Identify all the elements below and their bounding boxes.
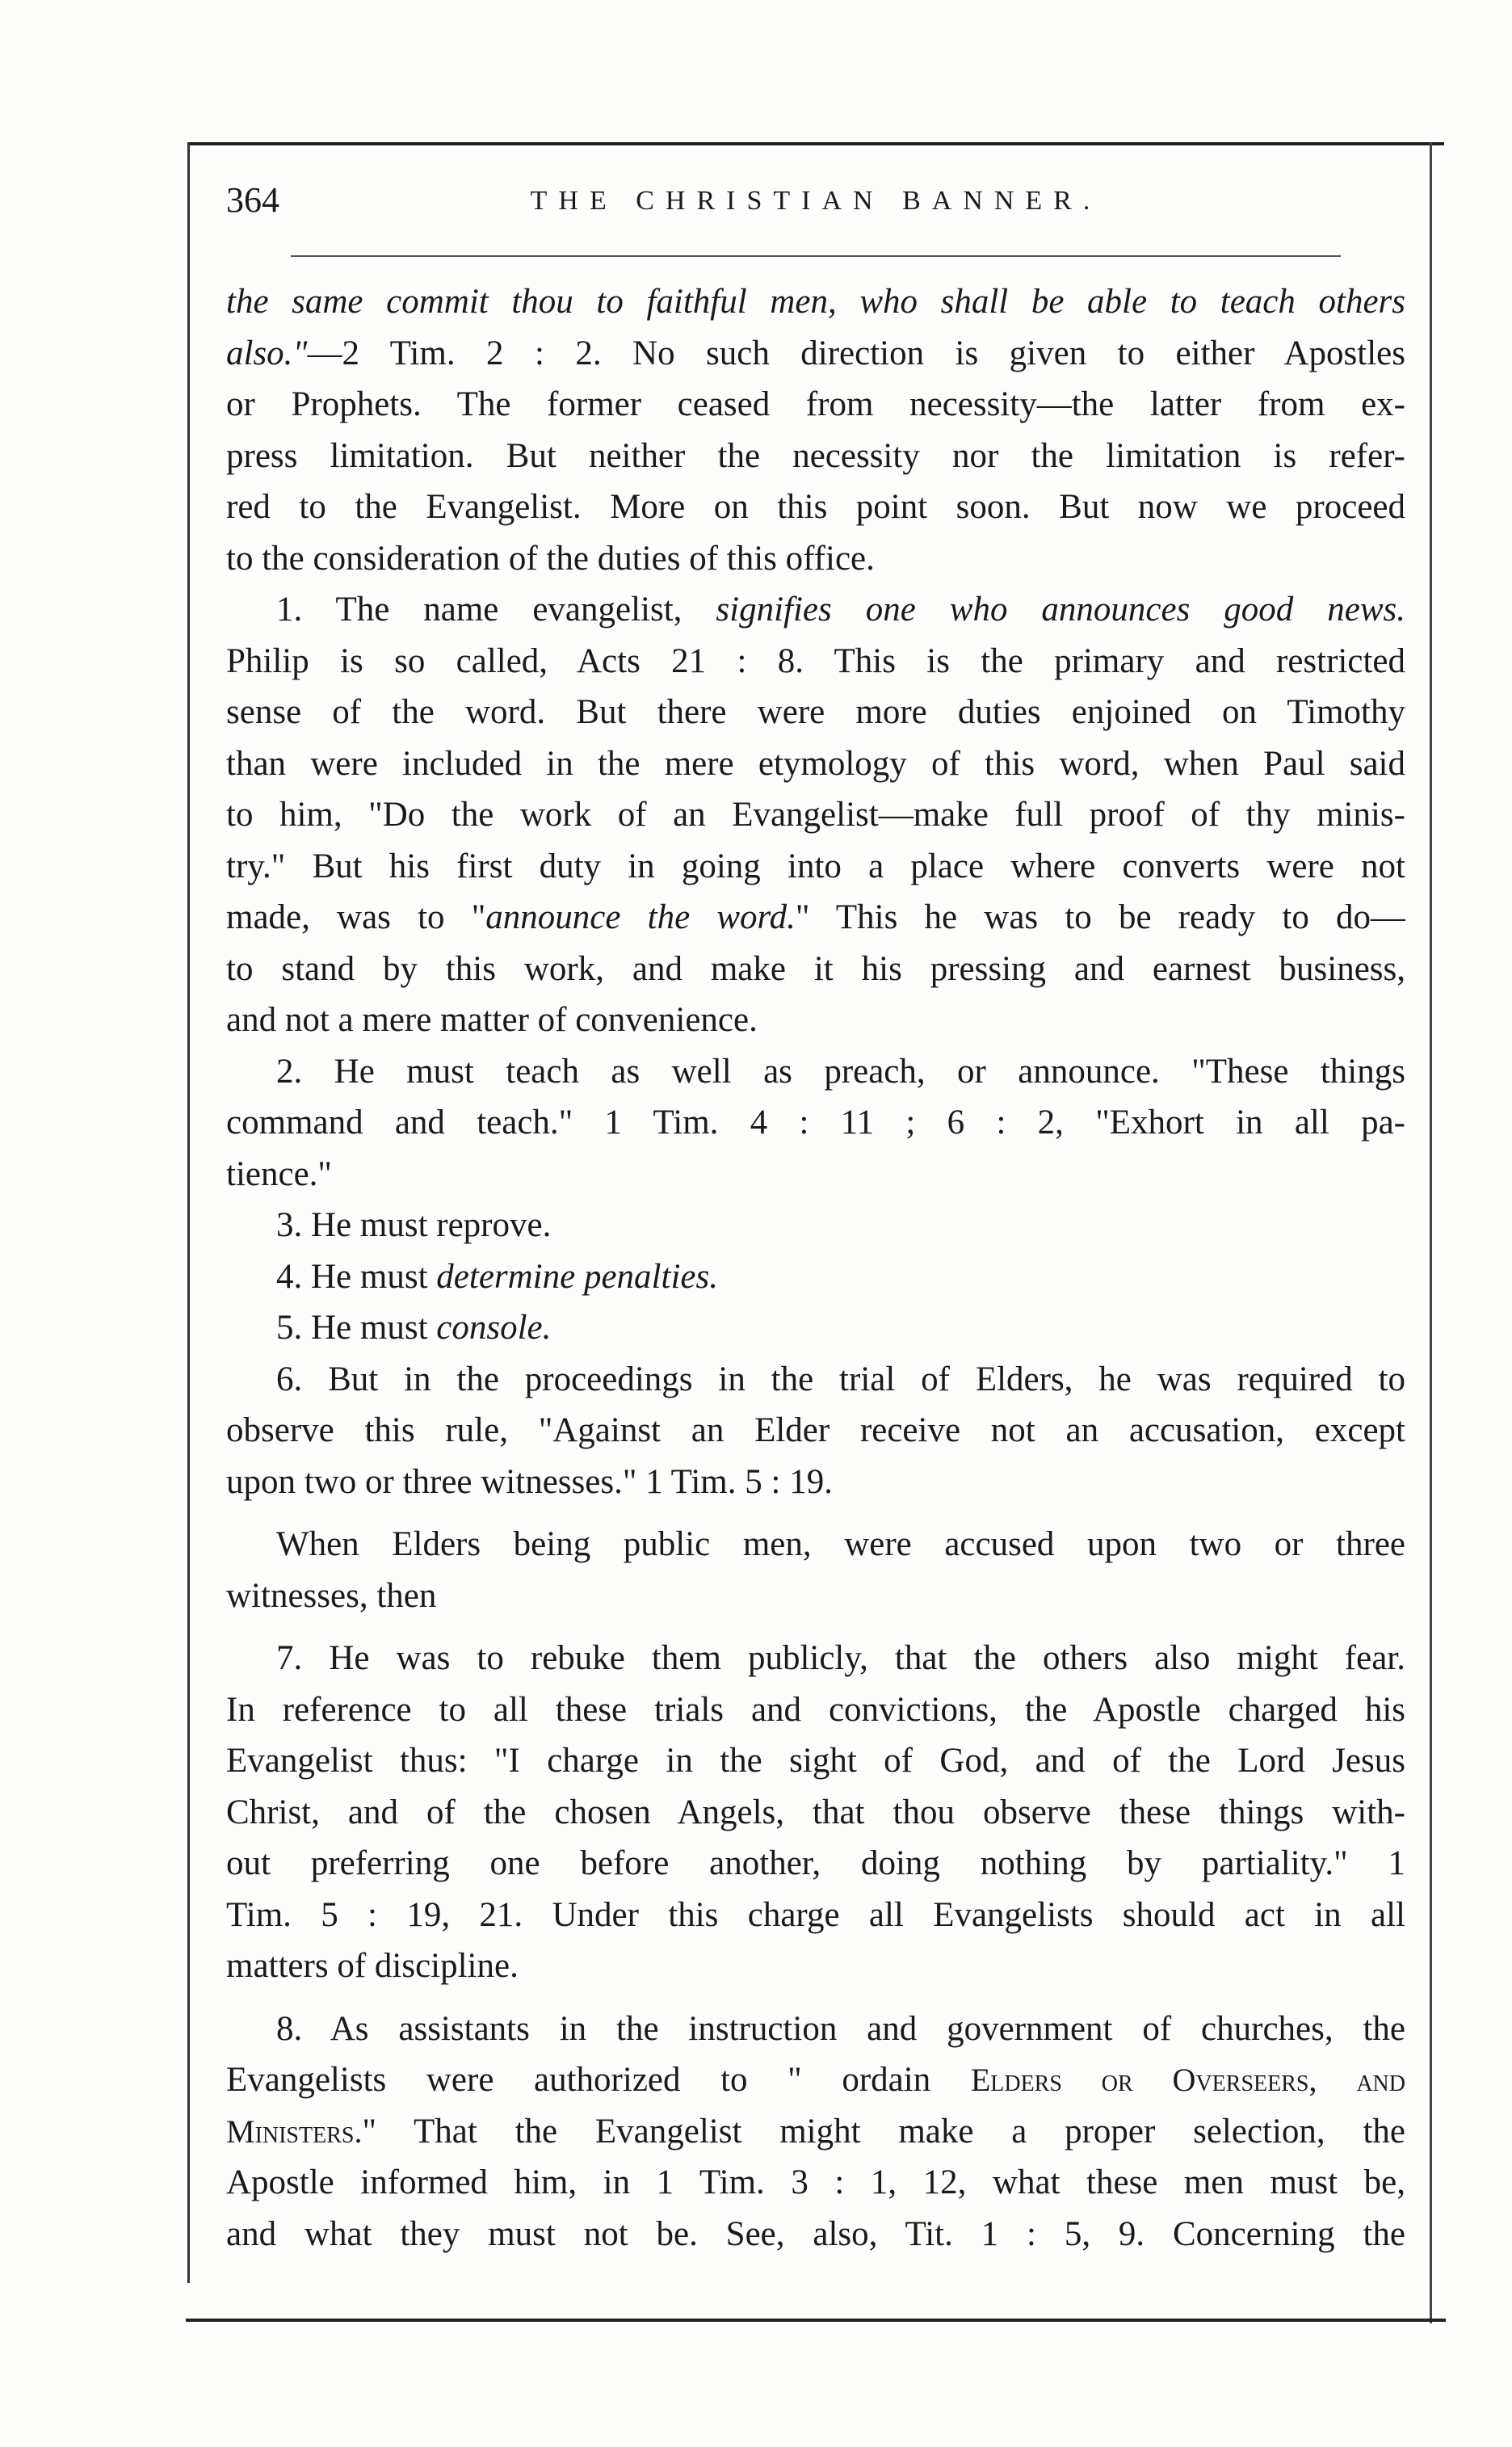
text-line	[226, 1519, 1405, 1570]
text-segment: to the consideration of the duties of this office.	[226, 539, 875, 578]
text-segment: Philip is so called, Acts 21 : 8. This is the primary and restricted	[226, 641, 1405, 680]
text-line	[226, 1838, 1405, 1890]
text-segment: press limitation. But neither the necessity nor the limitation is refer-	[226, 436, 1405, 475]
text-segment: " This he was to be ready to do—	[795, 898, 1405, 936]
text-line	[226, 328, 1405, 380]
text-segment: 1. The name evangelist,	[276, 591, 716, 629]
text-line	[226, 1149, 1405, 1200]
text-segment: Christ, and of the chosen Angels, that thou observe these things with-	[226, 1793, 1405, 1831]
frame-rule-left	[187, 142, 190, 2283]
text-segment: Apostle informed him, in 1 Tim. 3 : 1, 12, what these men must be,	[226, 2163, 1405, 2201]
running-head: THE CHRISTIAN BANNER.	[530, 186, 1102, 216]
page-header	[226, 179, 1405, 231]
text-segment: Tim. 5 : 19, 21. Under this charge all Evangelists should act in all	[226, 1895, 1405, 1934]
text-line	[226, 2209, 1405, 2260]
text-line	[226, 1787, 1405, 1839]
text-line	[226, 481, 1405, 533]
text-line	[226, 1735, 1405, 1787]
text-line	[226, 2106, 1405, 2158]
text-line	[226, 1570, 1405, 1622]
text-segment: red to the Evangelist. More on this point soon. But now we proceed	[226, 488, 1405, 526]
header-rule	[291, 255, 1341, 257]
text-segment: observe this rule, "Against an Elder receive not an accusation, except	[226, 1411, 1405, 1449]
text-line	[226, 2003, 1405, 2055]
text-segment: Evangelists were authorized to " ordain	[226, 2061, 971, 2099]
text-line	[226, 1890, 1405, 1941]
text-segment: Evangelist thus: "I charge in the sight of God, and of the Lord Jesus	[226, 1742, 1405, 1780]
text-line	[226, 944, 1405, 995]
text-line	[226, 379, 1405, 431]
text-segment: announce the word.	[485, 898, 796, 936]
text-line	[226, 533, 1405, 585]
text-line	[226, 1200, 1405, 1251]
frame-rule-bottom	[186, 2319, 1446, 2322]
frame-rule-top	[187, 142, 1444, 145]
text-line	[226, 1633, 1405, 1684]
text-line	[226, 1684, 1405, 1736]
text-line	[226, 1046, 1405, 1098]
text-line	[226, 584, 1405, 636]
text-segment: and not a mere matter of convenience.	[226, 1001, 758, 1039]
text-segment: —2 Tim. 2 : 2. No such direction is given to either Apostles	[307, 334, 1405, 372]
frame-rule-right	[1430, 142, 1432, 2323]
text-line	[226, 1457, 1405, 1508]
text-line	[226, 636, 1405, 687]
text-line	[226, 892, 1405, 944]
text-segment: out preferring one before another, doing nothing by partiality." 1	[226, 1844, 1405, 1882]
text-line	[226, 687, 1405, 738]
text-segment: Ministers.	[226, 2113, 363, 2150]
text-segment: 6. But in the proceedings in the trial of Elders, he was required to	[276, 1360, 1405, 1398]
text-segment: made, was to "	[226, 898, 486, 936]
text-segment: tience."	[226, 1154, 332, 1193]
text-line	[226, 841, 1405, 893]
text-segment: When Elders being public men, were accused upon two or three	[276, 1525, 1405, 1563]
text-segment: also."	[226, 334, 308, 372]
text-segment: upon two or three witnesses." 1 Tim. 5 : 19.	[226, 1462, 833, 1501]
text-segment: 8. As assistants in the instruction and government of churches, the	[276, 2009, 1405, 2048]
text-segment: Elders or Overseers, and	[970, 2062, 1405, 2098]
text-line	[226, 1302, 1405, 1354]
text-segment: than were included in the mere etymology of this word, when Paul said	[226, 744, 1405, 783]
text-segment: In reference to all these trials and convictions, the Apostle charged his	[226, 1690, 1405, 1729]
text-segment: to stand by this work, and make it his pressing and earnest business,	[226, 949, 1405, 988]
text-line	[226, 738, 1405, 790]
text-line	[226, 1405, 1405, 1457]
text-line	[226, 2054, 1405, 2106]
page-number: 364	[226, 180, 279, 220]
text-segment: matters of discipline.	[226, 1947, 519, 1985]
body-text	[226, 276, 1405, 2260]
text-segment: 4. He must	[276, 1257, 437, 1296]
text-segment: to him, "Do the work of an Evangelist—make full proof of thy minis-	[226, 796, 1405, 834]
text-segment: try." But his first duty in going into a place where converts were not	[226, 847, 1405, 885]
text-segment: 2. He must teach as well as preach, or announce. "These things	[276, 1052, 1405, 1091]
text-segment: console.	[436, 1309, 552, 1347]
text-segment: 3. He must reprove.	[276, 1206, 552, 1244]
text-line	[226, 1097, 1405, 1149]
text-segment: witnesses, then	[226, 1576, 437, 1615]
text-line	[226, 2157, 1405, 2209]
text-segment: signifies one who announces good news.	[716, 591, 1405, 629]
text-segment: determine penalties.	[436, 1257, 718, 1296]
text-line	[226, 1354, 1405, 1406]
text-line	[226, 276, 1405, 328]
text-segment: and what they must not be. See, also, Tit. 1 : 5, 9. Concerning the	[226, 2214, 1405, 2253]
text-segment: the same commit thou to faithful men, who shall be able to teach others	[226, 283, 1405, 321]
text-line	[226, 1251, 1405, 1303]
text-line	[226, 431, 1405, 482]
text-line	[226, 789, 1405, 841]
text-segment: " That the Evangelist might make a proper selection, the	[362, 2112, 1405, 2151]
text-segment: command and teach." 1 Tim. 4 : 11 ; 6 : 2, "Exhort in all pa-	[226, 1104, 1405, 1142]
text-segment: 5. He must	[276, 1309, 437, 1347]
text-segment: 7. He was to rebuke them publicly, that the others also might fear.	[276, 1639, 1405, 1677]
text-line	[226, 994, 1405, 1046]
text-segment: or Prophets. The former ceased from necessity—the latter from ex-	[226, 385, 1405, 423]
text-segment: sense of the word. But there were more duties enjoined on Timothy	[226, 693, 1405, 731]
text-line	[226, 1940, 1405, 1992]
